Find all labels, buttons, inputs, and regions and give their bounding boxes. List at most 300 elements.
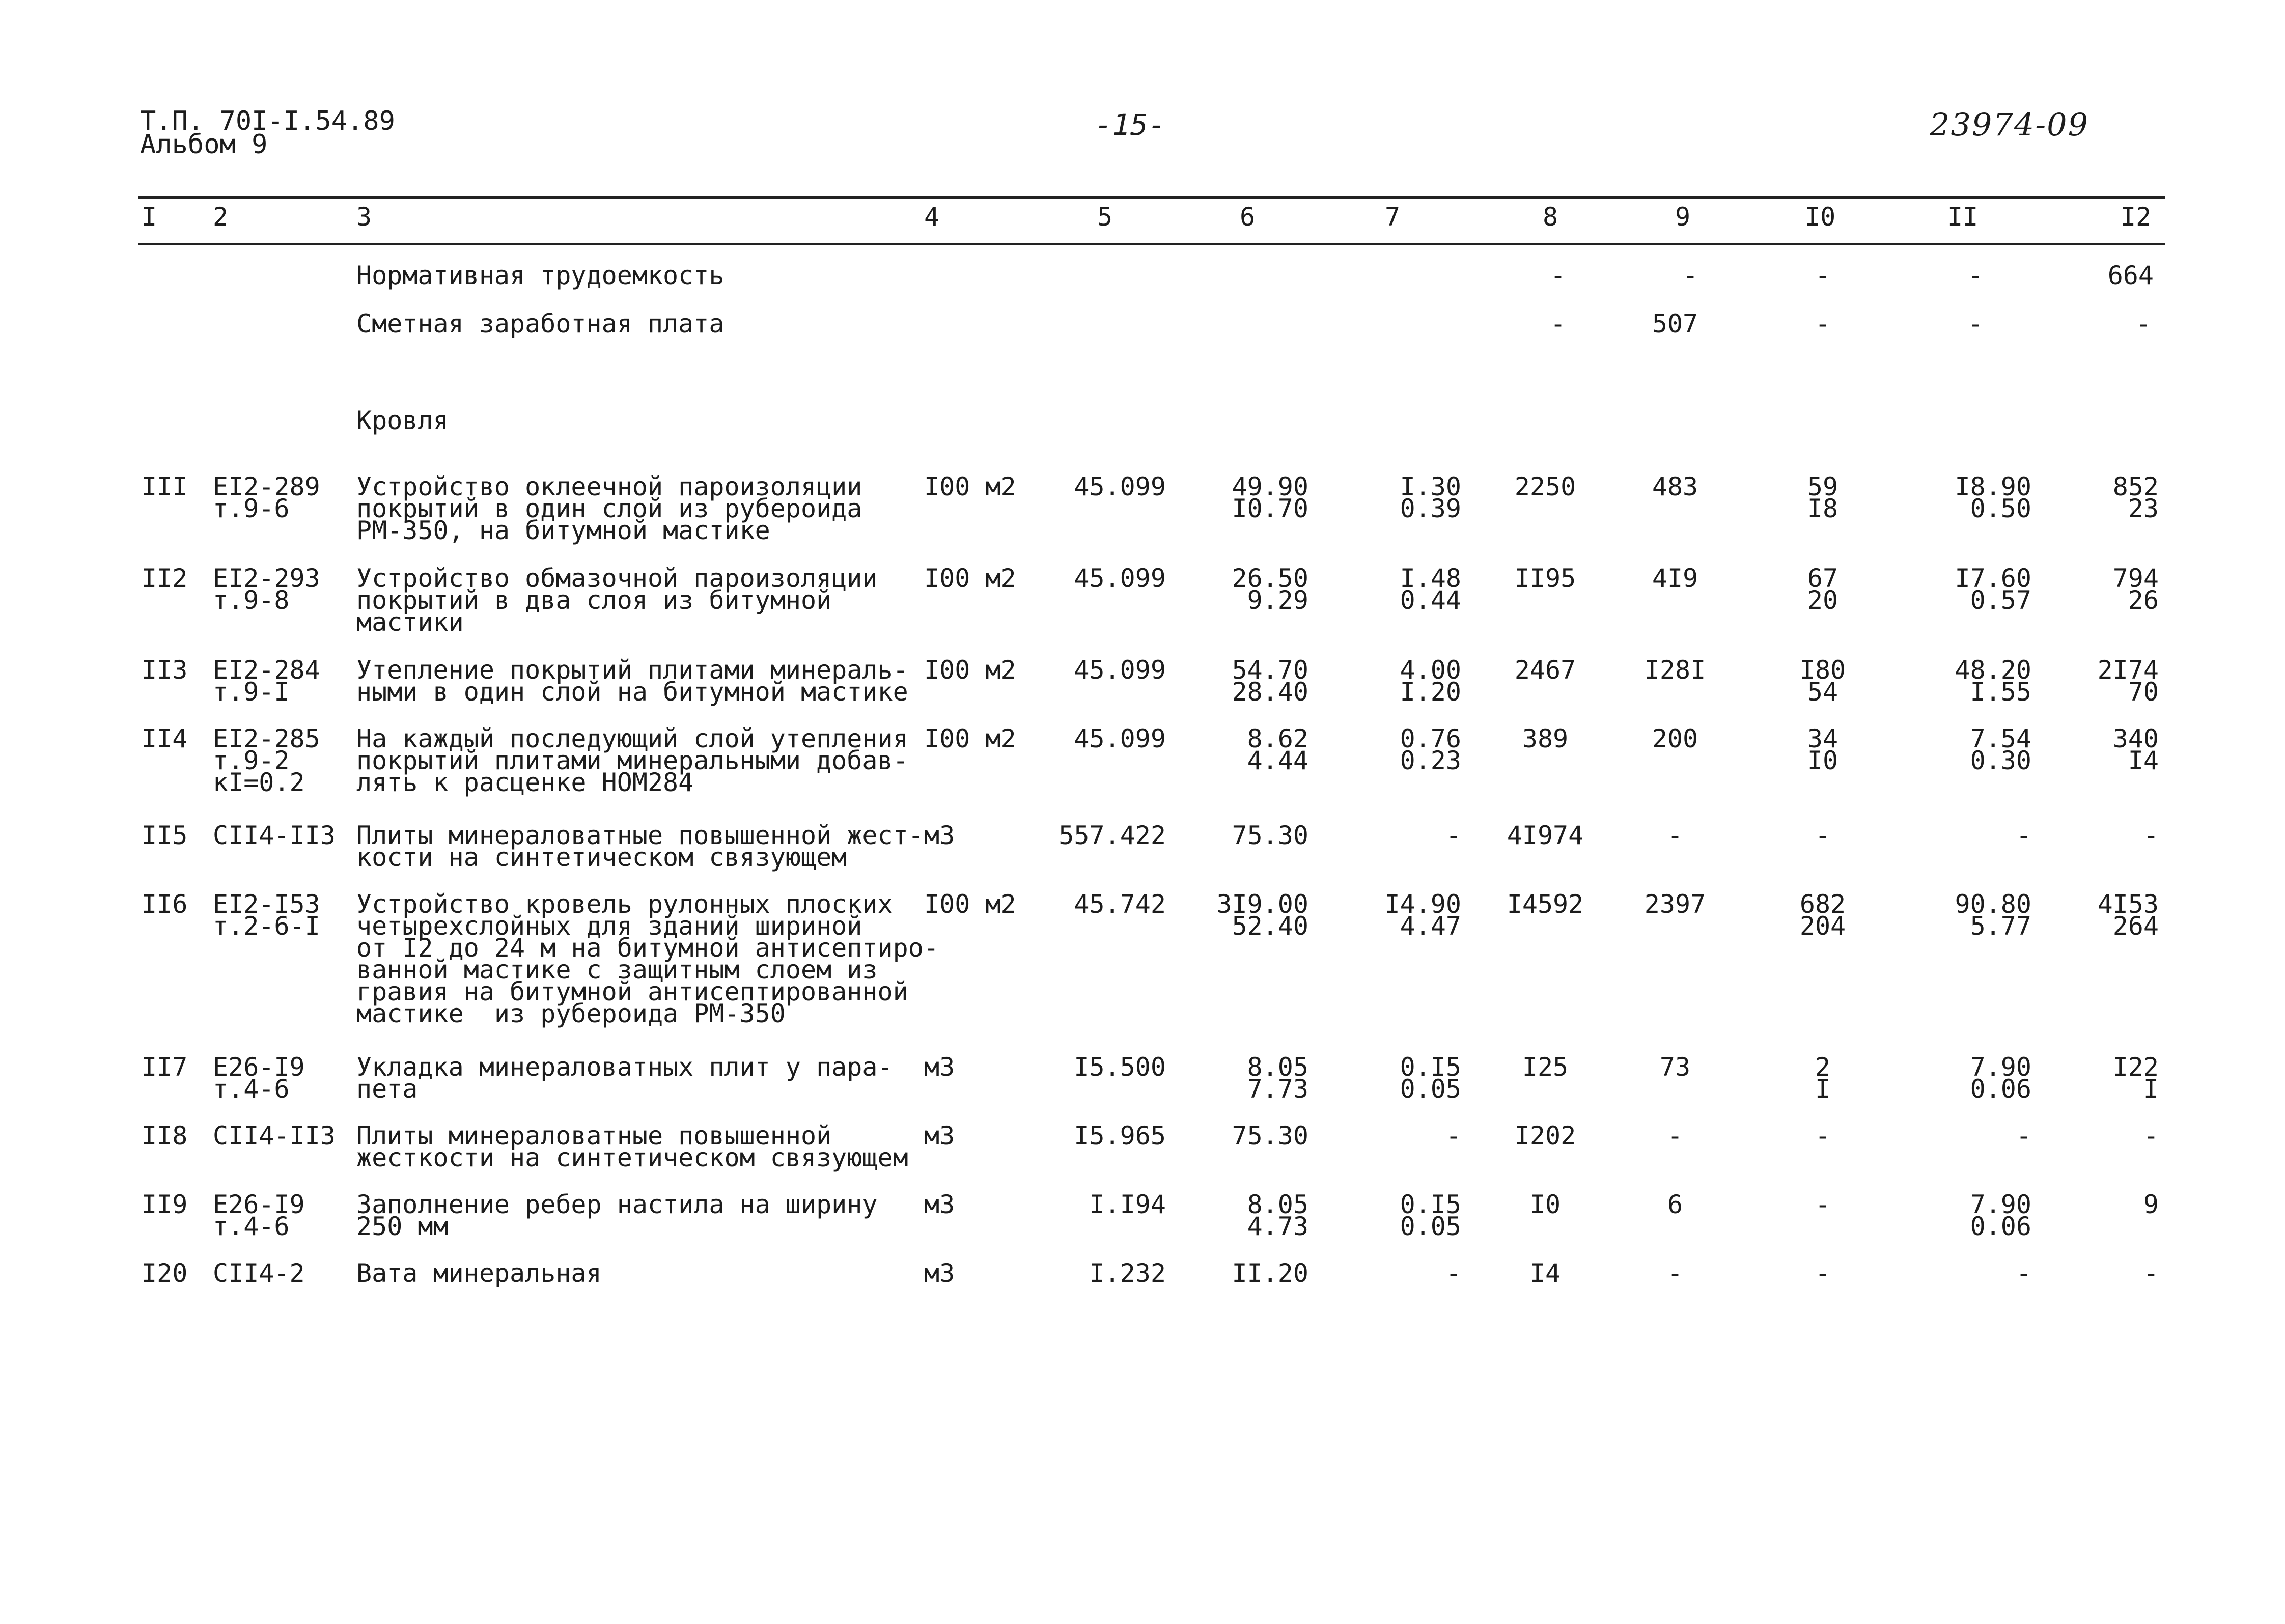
work-description-line: ными в один слой на битумной мастике — [356, 677, 908, 707]
unit-wage-machine-line: 0.39 — [1400, 494, 1461, 523]
work-description-line: мастики — [356, 607, 464, 637]
total-machine — [1772, 821, 1874, 850]
doc-header-left — [140, 106, 395, 160]
labor-total — [2062, 1121, 2159, 1151]
work-description — [356, 564, 916, 637]
total-cost-line: I4 — [1529, 1258, 1561, 1288]
norm-code-line: EI2-284 — [213, 655, 320, 685]
wage-value-12: - — [2135, 309, 2152, 339]
total-machine — [1772, 889, 1874, 941]
labor-per-unit-line: 90.80 — [1955, 889, 2031, 919]
row-number — [142, 472, 198, 501]
labor-total — [2062, 724, 2159, 775]
row-number — [142, 724, 198, 753]
total-cost — [1482, 655, 1609, 685]
norm-code-line: EI2-I53 — [213, 889, 320, 919]
work-description — [356, 724, 916, 797]
wage-label: Сметная заработная плата — [356, 309, 724, 339]
total-cost — [1482, 821, 1609, 850]
labor-total-line: 23 — [2128, 494, 2159, 523]
wage-value-8: - — [1550, 309, 1566, 339]
unit-line: I00 м2 — [924, 724, 1016, 753]
norm-code-line: т.9-6 — [213, 494, 290, 523]
unit-cost — [1181, 472, 1308, 523]
total-wage — [1619, 821, 1731, 850]
unit-wage-machine-line: - — [1445, 1258, 1461, 1288]
work-description-line: Заполнение ребер настила на ширину — [356, 1190, 878, 1219]
unit-cost-line: 75.30 — [1232, 1121, 1308, 1151]
labor-value-10: - — [1815, 261, 1831, 290]
total-wage — [1619, 1190, 1731, 1219]
quantity — [1034, 821, 1166, 850]
unit-cost-line: 52.40 — [1232, 911, 1308, 941]
col-header-7: 7 — [1385, 202, 1401, 232]
unit — [924, 564, 1041, 593]
work-description-line: Утепление покрытий плитами минераль- — [356, 655, 908, 685]
unit-cost — [1181, 564, 1308, 615]
work-description-line: РМ-350, на битумной мастике — [356, 516, 770, 545]
labor-per-unit-line: 48.20 — [1955, 655, 2031, 685]
total-cost — [1482, 724, 1609, 753]
unit-cost-line: 49.90 — [1232, 472, 1308, 501]
labor-per-unit-line: 7.90 — [1970, 1052, 2031, 1082]
total-wage-line: 6 — [1667, 1190, 1683, 1219]
labor-per-unit-line: - — [2016, 1258, 2031, 1288]
total-machine — [1772, 472, 1874, 523]
unit-cost-line: 8.05 — [1247, 1052, 1308, 1082]
unit-line: I00 м2 — [924, 889, 1016, 919]
unit-wage-machine-line: - — [1445, 821, 1461, 850]
work-description-line: от I2 до 24 м на битумной антисептиро- — [356, 933, 939, 963]
labor-per-unit — [1909, 821, 2031, 850]
work-description — [356, 889, 939, 1028]
unit-wage-machine — [1344, 564, 1461, 615]
labor-value-8: - — [1550, 261, 1566, 290]
unit-line: м3 — [924, 1258, 955, 1288]
total-wage-line: 200 — [1652, 724, 1698, 753]
total-wage — [1619, 1258, 1731, 1288]
labor-per-unit-line: 5.77 — [1970, 911, 2031, 941]
norm-code-line: CII4-2 — [213, 1258, 305, 1288]
work-description-line: покрытий в один слой из рубероида — [356, 494, 862, 523]
total-machine — [1772, 1258, 1874, 1288]
work-description-line: На каждый последующий слой утепления — [356, 724, 908, 753]
work-description-line: Укладка минераловатных плит у пара- — [356, 1052, 893, 1082]
labor-per-unit-line: I.55 — [1970, 677, 2031, 707]
labor-total-line: - — [2143, 1121, 2159, 1151]
norm-code-line: CII4-II3 — [213, 1121, 336, 1151]
unit-line: м3 — [924, 1190, 955, 1219]
work-description-line: Плиты минераловатные повышенной — [356, 1121, 832, 1151]
norm-code — [213, 1121, 350, 1151]
unit — [924, 655, 1041, 685]
table-top-rule — [138, 196, 2165, 199]
quantity-line: I.I94 — [1089, 1190, 1166, 1219]
labor-per-unit — [1909, 564, 2031, 615]
row-number-line: II2 — [142, 564, 188, 593]
labor-per-unit — [1909, 1052, 2031, 1104]
total-cost — [1482, 1121, 1609, 1151]
page-number: -15- — [1095, 107, 1166, 142]
total-cost-line: I25 — [1522, 1052, 1569, 1082]
norm-code-line: т.9-I — [213, 677, 290, 707]
norm-code-line: т.4-6 — [213, 1212, 290, 1241]
total-cost — [1482, 564, 1609, 593]
work-description — [356, 1121, 916, 1172]
total-machine — [1772, 655, 1874, 707]
labor-per-unit-line: 7.54 — [1970, 724, 2031, 753]
labor-total — [2062, 821, 2159, 850]
unit-line: I00 м2 — [924, 655, 1016, 685]
unit-cost — [1181, 1258, 1308, 1288]
quantity — [1034, 1258, 1166, 1288]
total-machine-line: 20 — [1807, 585, 1838, 615]
table-header-rule — [138, 243, 2165, 245]
quantity-line: 45.099 — [1074, 472, 1166, 501]
work-description-line: кости на синтетическом связующем — [356, 843, 847, 872]
labor-per-unit — [1909, 1190, 2031, 1241]
work-description-line: четырехслойных для зданий шириной — [356, 911, 862, 941]
labor-per-unit — [1909, 655, 2031, 707]
work-description-line: Устройство оклеечной пароизоляции — [356, 472, 862, 501]
total-machine-line: 682 — [1799, 889, 1846, 919]
total-wage — [1619, 655, 1731, 685]
labor-value-12: 664 — [2107, 261, 2154, 290]
row-number-line: II3 — [142, 655, 188, 685]
unit-wage-machine-line: 0.I5 — [1400, 1190, 1461, 1219]
unit-wage-machine — [1344, 724, 1461, 775]
total-wage — [1619, 1121, 1731, 1151]
total-wage-line: - — [1667, 1258, 1683, 1288]
total-cost — [1482, 1190, 1609, 1219]
unit-wage-machine — [1344, 889, 1461, 941]
col-header-3: 3 — [356, 202, 372, 232]
labor-total — [2062, 655, 2159, 707]
col-header-11: II — [1947, 202, 1979, 232]
work-description-line: покрытий плитами минеральными добав- — [356, 746, 908, 775]
total-cost — [1482, 1052, 1609, 1082]
quantity-line: I.232 — [1089, 1258, 1166, 1288]
labor-total-line: 340 — [2112, 724, 2159, 753]
labor-per-unit-line: 7.90 — [1970, 1190, 2031, 1219]
labor-per-unit-line: - — [2016, 1121, 2031, 1151]
quantity-line: 45.742 — [1074, 889, 1166, 919]
total-machine-line: 34 — [1807, 724, 1838, 753]
unit-wage-machine — [1344, 655, 1461, 707]
labor-total-line: 26 — [2128, 585, 2159, 615]
norm-code — [213, 821, 350, 850]
total-wage-line: I28I — [1644, 655, 1706, 685]
work-description-line: гравия на битумной антисептированной — [356, 977, 908, 1006]
unit — [924, 1052, 1041, 1082]
norm-code — [213, 1190, 350, 1241]
total-machine-line: 54 — [1807, 677, 1838, 707]
unit-cost — [1181, 889, 1308, 941]
norm-code — [213, 472, 350, 523]
unit — [924, 1121, 1041, 1151]
total-machine-line: 204 — [1799, 911, 1846, 941]
row-number-line: II6 — [142, 889, 188, 919]
total-wage — [1619, 564, 1731, 593]
total-cost-line: 2250 — [1514, 472, 1576, 501]
total-cost-line: II95 — [1514, 564, 1576, 593]
work-description-line: лять к расценке НОМ284 — [356, 768, 694, 797]
total-machine-line: I80 — [1799, 655, 1846, 685]
norm-code — [213, 564, 350, 615]
row-number-line: III — [142, 472, 188, 501]
labor-label: Нормативная трудоемкость — [356, 261, 724, 290]
unit-cost-line: 3I9.00 — [1216, 889, 1308, 919]
norm-code-line: т.2-6-I — [213, 911, 320, 941]
wage-value-10: - — [1815, 309, 1831, 339]
labor-total-line: 2I74 — [2097, 655, 2159, 685]
labor-total-line: I22 — [2112, 1052, 2159, 1082]
quantity — [1034, 1052, 1166, 1082]
row-number — [142, 1258, 198, 1288]
total-cost-line: 389 — [1522, 724, 1569, 753]
unit-cost-line: II.20 — [1232, 1258, 1308, 1288]
unit-wage-machine-line: 0.76 — [1400, 724, 1461, 753]
unit-wage-machine — [1344, 1121, 1461, 1151]
wage-value-9: 507 — [1652, 309, 1698, 339]
total-cost-line: 2467 — [1514, 655, 1576, 685]
labor-value-11: - — [1967, 261, 1984, 290]
col-header-2: 2 — [213, 202, 229, 232]
col-header-12: I2 — [2121, 202, 2152, 232]
row-number-line: II4 — [142, 724, 188, 753]
row-number-line: II7 — [142, 1052, 188, 1082]
total-machine-line: - — [1815, 1190, 1831, 1219]
norm-code-line: EI2-293 — [213, 564, 320, 593]
total-machine-line: 59 — [1807, 472, 1838, 501]
total-machine-line: I — [1815, 1074, 1831, 1104]
work-description — [356, 655, 916, 707]
norm-code-line: E26-I9 — [213, 1052, 305, 1082]
work-description — [356, 472, 916, 545]
unit — [924, 1190, 1041, 1219]
unit-wage-machine — [1344, 1258, 1461, 1288]
unit-line: м3 — [924, 1052, 955, 1082]
total-wage-line: - — [1667, 821, 1683, 850]
unit-cost-line: 7.73 — [1247, 1074, 1308, 1104]
quantity — [1034, 724, 1166, 753]
quantity — [1034, 889, 1166, 919]
labor-total-line: I — [2143, 1074, 2159, 1104]
work-description-line: 250 мм — [356, 1212, 449, 1241]
work-description — [356, 1190, 916, 1241]
unit-cost — [1181, 724, 1308, 775]
total-machine-line: - — [1815, 1121, 1831, 1151]
work-description-line: ванной мастике с защитным слоем из — [356, 955, 878, 985]
unit-wage-machine-line: I.20 — [1400, 677, 1461, 707]
row-number-line: II5 — [142, 821, 188, 850]
col-header-5: 5 — [1097, 202, 1113, 232]
labor-total — [2062, 1190, 2159, 1219]
total-wage — [1619, 1052, 1731, 1082]
labor-total-line: - — [2143, 1258, 2159, 1288]
unit-cost-line: 8.05 — [1247, 1190, 1308, 1219]
row-number — [142, 821, 198, 850]
total-cost — [1482, 472, 1609, 501]
row-number — [142, 1121, 198, 1151]
total-wage — [1619, 472, 1731, 501]
unit-wage-machine — [1344, 1052, 1461, 1104]
unit-wage-machine-line: 0.05 — [1400, 1212, 1461, 1241]
norm-code — [213, 655, 350, 707]
unit-cost-line: 26.50 — [1232, 564, 1308, 593]
quantity — [1034, 1190, 1166, 1219]
album-label: Альбом 9 — [140, 129, 268, 160]
quantity-line: 45.099 — [1074, 655, 1166, 685]
labor-value-9: - — [1682, 261, 1698, 290]
total-wage-line: 73 — [1659, 1052, 1691, 1082]
unit-wage-machine — [1344, 1190, 1461, 1241]
norm-code-line: т.9-2 — [213, 746, 290, 775]
unit-cost-line: 4.73 — [1247, 1212, 1308, 1241]
labor-per-unit — [1909, 889, 2031, 941]
total-cost — [1482, 889, 1609, 919]
unit-cost — [1181, 655, 1308, 707]
unit-cost — [1181, 1121, 1308, 1151]
total-machine-line: - — [1815, 821, 1831, 850]
quantity-line: 45.099 — [1074, 564, 1166, 593]
total-wage — [1619, 724, 1731, 753]
unit-wage-machine-line: 4.00 — [1400, 655, 1461, 685]
unit-line: м3 — [924, 821, 955, 850]
unit-wage-machine-line: 0.44 — [1400, 585, 1461, 615]
labor-total — [2062, 564, 2159, 615]
quantity-line: I5.500 — [1074, 1052, 1166, 1082]
total-wage-line: 483 — [1652, 472, 1698, 501]
work-description-line: Вата минеральная — [356, 1258, 602, 1288]
work-description-line: мастике из рубероида РМ-350 — [356, 999, 786, 1028]
labor-per-unit-line: 0.50 — [1970, 494, 2031, 523]
total-machine — [1772, 1052, 1874, 1104]
total-cost-line: 4I974 — [1507, 821, 1584, 850]
col-header-4: 4 — [924, 202, 940, 232]
work-description-line: жесткости на синтетическом связующем — [356, 1143, 908, 1172]
total-machine-line: I0 — [1807, 746, 1838, 775]
col-header-1: I — [142, 202, 157, 232]
work-description — [356, 821, 924, 872]
labor-total-line: 794 — [2112, 564, 2159, 593]
total-machine — [1772, 564, 1874, 615]
labor-per-unit-line: 0.06 — [1970, 1074, 2031, 1104]
total-machine-line: I8 — [1807, 494, 1838, 523]
labor-total-line: - — [2143, 821, 2159, 850]
quantity-line: 45.099 — [1074, 724, 1166, 753]
total-cost — [1482, 1258, 1609, 1288]
stamp-number: 23974-09 — [1930, 106, 2089, 143]
labor-per-unit-line: I7.60 — [1955, 564, 2031, 593]
unit — [924, 1258, 1041, 1288]
unit — [924, 724, 1041, 753]
labor-per-unit-line: I8.90 — [1955, 472, 2031, 501]
unit-cost-line: 54.70 — [1232, 655, 1308, 685]
row-number — [142, 889, 198, 919]
col-header-6: 6 — [1240, 202, 1256, 232]
quantity — [1034, 564, 1166, 593]
unit-line: I00 м2 — [924, 564, 1016, 593]
unit — [924, 889, 1041, 919]
unit-cost-line: 75.30 — [1232, 821, 1308, 850]
labor-per-unit-line: 0.57 — [1970, 585, 2031, 615]
quantity — [1034, 1121, 1166, 1151]
unit-wage-machine — [1344, 472, 1461, 523]
total-wage-line: 4I9 — [1652, 564, 1698, 593]
total-cost-line: I4592 — [1507, 889, 1584, 919]
total-wage-line: 2397 — [1644, 889, 1706, 919]
row-number — [142, 564, 198, 593]
labor-total-line: I4 — [2128, 746, 2159, 775]
labor-total — [2062, 472, 2159, 523]
total-wage-line: - — [1667, 1121, 1683, 1151]
work-description-line: Устройство обмазочной пароизоляции — [356, 564, 878, 593]
total-wage — [1619, 889, 1731, 919]
labor-total-line: 4I53 — [2097, 889, 2159, 919]
total-machine-line: 2 — [1815, 1052, 1831, 1082]
labor-per-unit — [1909, 472, 2031, 523]
section-title: Кровля — [356, 406, 449, 435]
unit-wage-machine-line: 0.05 — [1400, 1074, 1461, 1104]
unit-wage-machine-line: I4.90 — [1384, 889, 1461, 919]
row-number-line: II9 — [142, 1190, 188, 1219]
work-description — [356, 1052, 916, 1104]
norm-code — [213, 724, 350, 797]
unit-cost-line: 28.40 — [1232, 677, 1308, 707]
unit-line: I00 м2 — [924, 472, 1016, 501]
norm-code-line: т.9-8 — [213, 585, 290, 615]
norm-code — [213, 1052, 350, 1104]
norm-code-line: т.4-6 — [213, 1074, 290, 1104]
total-machine — [1772, 1121, 1874, 1151]
unit-cost-line: I0.70 — [1232, 494, 1308, 523]
unit-wage-machine-line: 0.I5 — [1400, 1052, 1461, 1082]
total-machine — [1772, 724, 1874, 775]
col-header-9: 9 — [1675, 202, 1691, 232]
quantity-line: 557.422 — [1058, 821, 1166, 850]
col-header-10: I0 — [1805, 202, 1836, 232]
work-description-line: покрытий в два слоя из битумной — [356, 585, 832, 615]
total-machine-line: 67 — [1807, 564, 1838, 593]
labor-per-unit-line: 0.30 — [1970, 746, 2031, 775]
row-number — [142, 1052, 198, 1082]
labor-total-line: 264 — [2112, 911, 2159, 941]
unit-wage-machine-line: - — [1445, 1121, 1461, 1151]
unit-wage-machine-line: 4.47 — [1400, 911, 1461, 941]
labor-total — [2062, 1052, 2159, 1104]
unit-cost-line: 8.62 — [1247, 724, 1308, 753]
quantity — [1034, 655, 1166, 685]
total-machine — [1772, 1190, 1874, 1219]
norm-code — [213, 1258, 350, 1288]
quantity-line: I5.965 — [1074, 1121, 1166, 1151]
total-cost-line: I0 — [1529, 1190, 1561, 1219]
unit-cost — [1181, 1190, 1308, 1241]
row-number — [142, 1190, 198, 1219]
work-description-line: Плиты минераловатные повышенной жест- — [356, 821, 924, 850]
unit-cost — [1181, 821, 1308, 850]
labor-per-unit-line: - — [2016, 821, 2031, 850]
norm-code-line: EI2-285 — [213, 724, 320, 753]
unit-wage-machine-line: 0.23 — [1400, 746, 1461, 775]
doc-code: Т.П. 70I-I.54.89 — [140, 106, 395, 136]
quantity — [1034, 472, 1166, 501]
norm-code — [213, 889, 350, 941]
norm-code-line: кI=0.2 — [213, 768, 305, 797]
work-description — [356, 1258, 916, 1288]
unit-cost-line: 9.29 — [1247, 585, 1308, 615]
